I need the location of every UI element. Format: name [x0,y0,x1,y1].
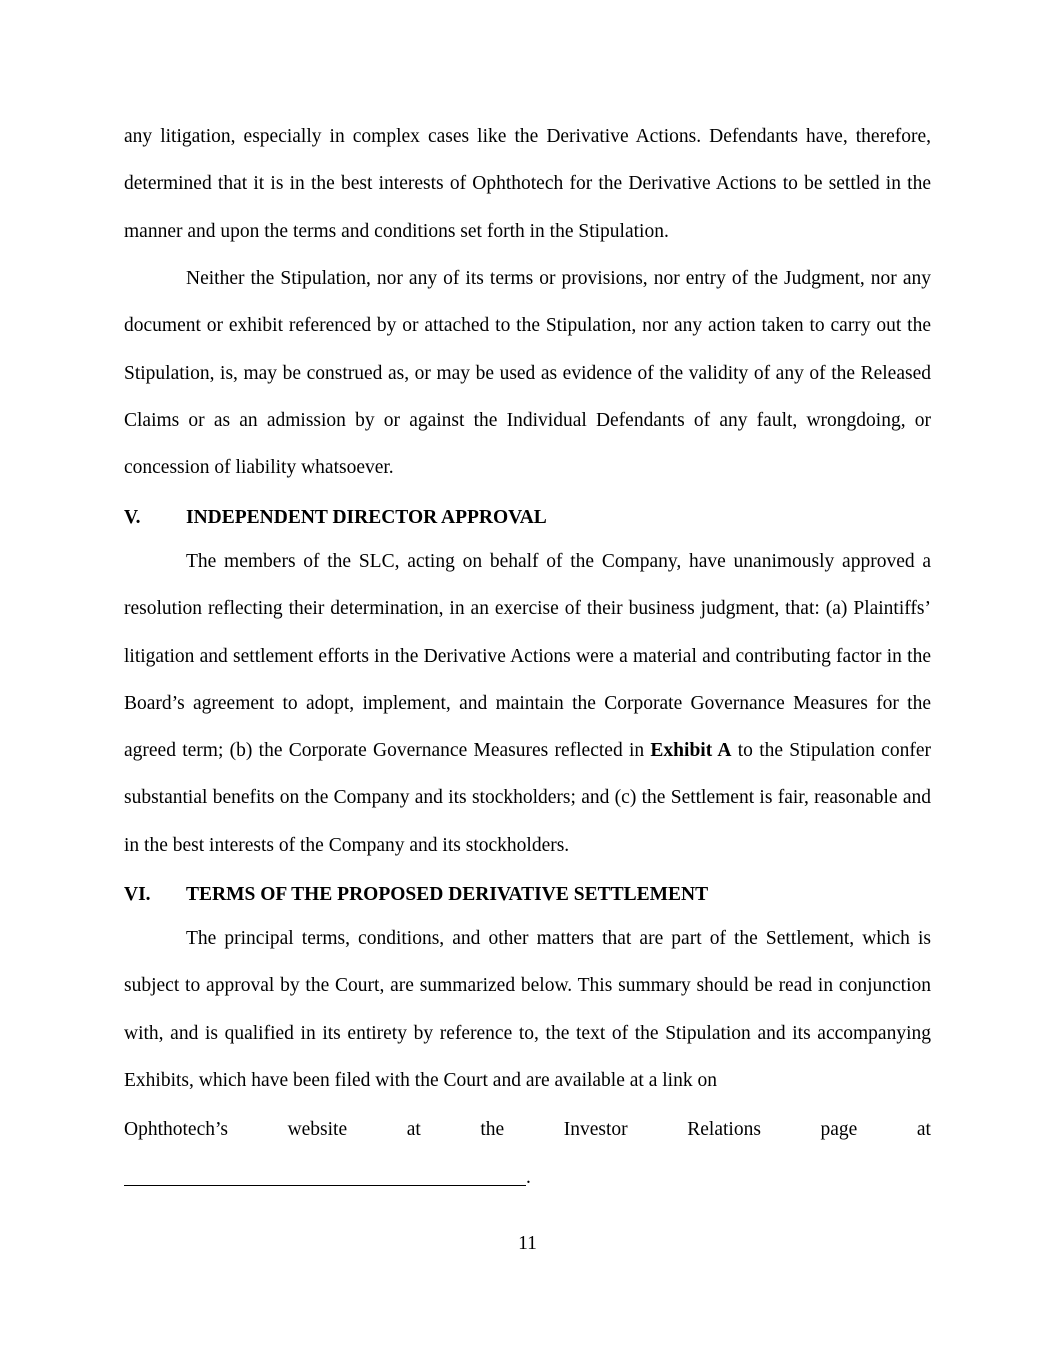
paragraph-text: to the Stipulation confer substantial benefits on the Company and its stockholders; and (c) the Settlement is fair, reasonable and in the best interests of the Company and its stockholders. [124,740,931,856]
paragraph-last-line [124,1118,931,1142]
page-number: 11 [518,1233,537,1254]
paragraph-settlement-terms: The principal terms, conditions, and other matters that are part of the Settlement, which is subject to approval by the Court, are summarized below. This summary should be read in conjunction with, and is qualified in its entirety by reference to, the text of the Stipulation and its accompanying Exhibits, which have been filed with the Court and are available at a link on [124,928,931,1091]
section-number: V. [124,507,141,528]
section-heading-v [124,506,931,530]
word: at [916,1119,931,1140]
url-blank-line [124,1185,526,1186]
paragraph-director-approval [124,538,931,869]
word: page [820,1119,858,1140]
word: Investor [563,1119,628,1140]
section-number: VI. [124,884,151,905]
paragraph-no-admission: Neither the Stipulation, nor any of its terms or provisions, nor entry of the Judgment, nor any document or exhibit referenced by or attached to the Stipulation, nor any action taken to carry out the Stipulation, is, may be construed as, or may be used as evidence of the validity of any of the Released Claims or as an admission by or against the Individual Defendants of any fault, wrongdoing, or concession of liability whatsoever. [124,268,931,479]
word: Relations [687,1119,761,1140]
exhibit-reference: Exhibit A [650,740,732,762]
section-heading-vi [124,883,931,907]
section-title: TERMS OF THE PROPOSED DERIVATIVE SETTLEMENT [186,884,709,905]
paragraph-litigation-settlement: any litigation, especially in complex cases like the Derivative Actions. Defendants have, therefore, determined that it is in the best interests of Ophthotech for the Derivative Actions to be settled in the manner and upon the terms and conditions set forth in the Stipulation. [124,126,931,242]
word: at [406,1119,421,1140]
word: website [287,1119,348,1140]
url-blank-period: . [526,1167,531,1188]
word: Ophthotech’s [124,1119,228,1140]
word: the [480,1119,505,1140]
section-title: INDEPENDENT DIRECTOR APPROVAL [186,507,547,528]
paragraph-text: The members of the SLC, acting on behalf of the Company, have unanimously approved a resolution reflecting their determination, in an exercise of their business judgment, that: (a) Plaintiffs’ litigation and settlement efforts in the Derivative Actions were a material and contributing factor in the Board’s agreement to adopt, implement, and maintain the Corporate Governance Measures for the agreed term; (b) the Corporate Governance Measures reflected in [124,551,931,762]
